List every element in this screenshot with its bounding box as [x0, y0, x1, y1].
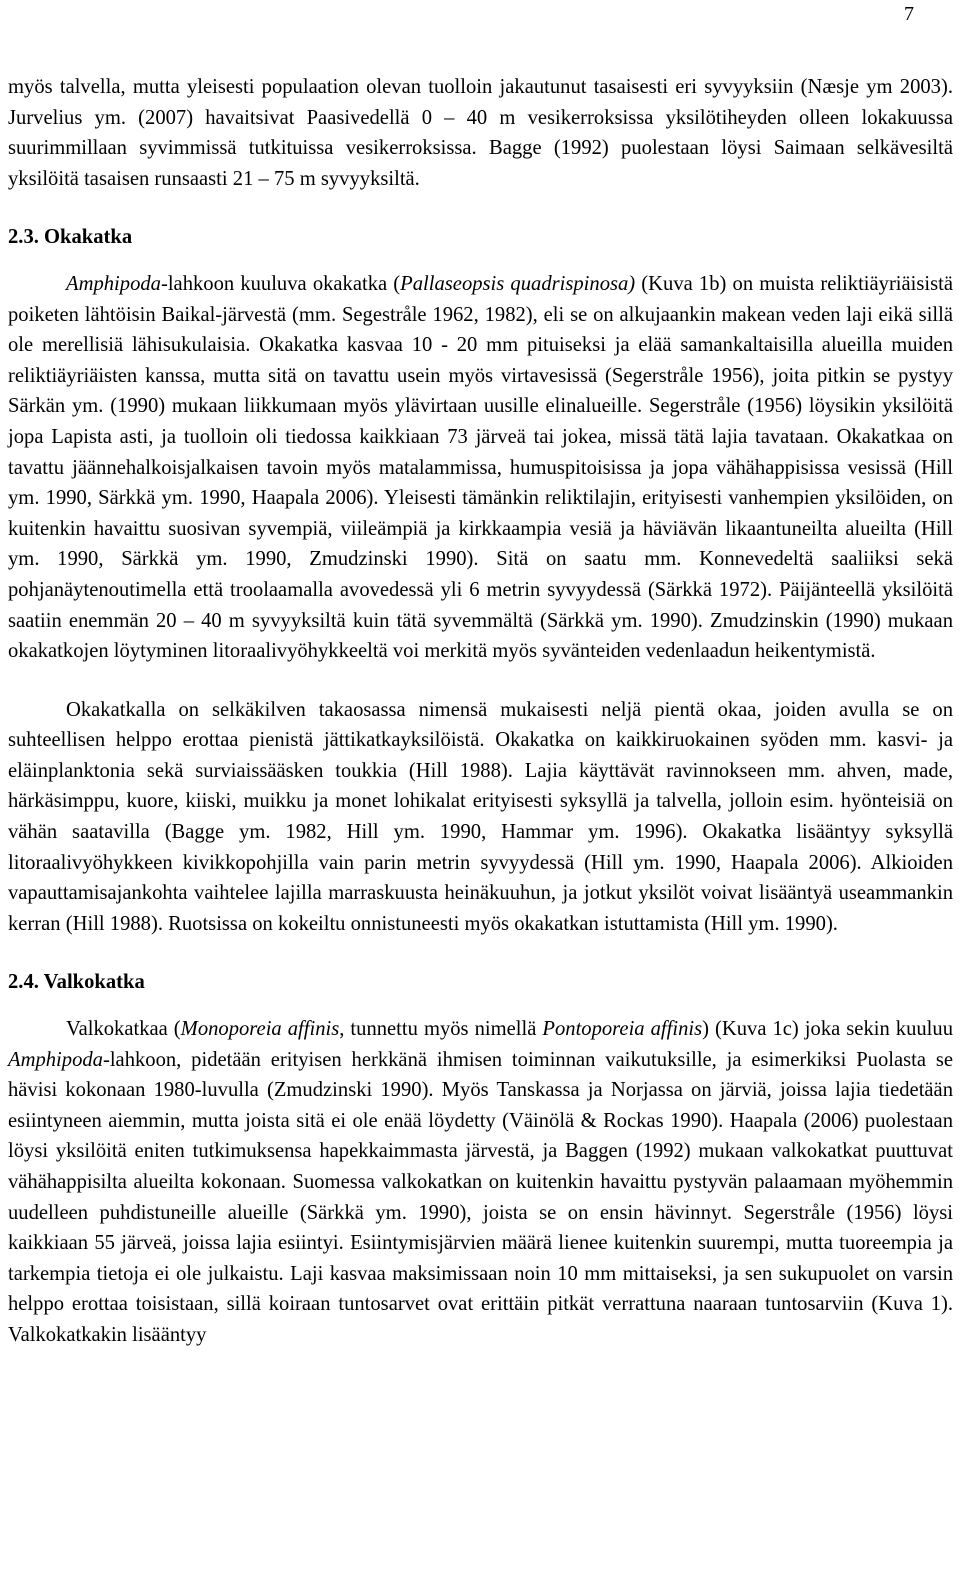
okakatka-paragraph-1: Amphipoda-lahkoon kuuluva okakatka (Pallaseopsis quadrispinosa) (Kuva 1b) on muista reliktiäyriäisistä poiketen lähtöisin Baikal-järvestä (mm. Segestråle 1962, 1982), eli se on alkujaankin makean veden laji eikä sillä ole merellisiä lähisukulaisia. Okakatka kasvaa 10 - 20 mm pituiseksi ja elää samankaltaisilla alueilla muiden reliktiäyriäisten kanssa, mutta sitä on tavattu usein myös virtavesissä (Segerstråle 1956), joita pitkin se pystyy Särkän ym. (1990) mukaan liikkumaan myös ylävirtaan uusille elinalueille. Segerstråle (1956) löysikin yksilöitä jopa Lapista asti, ja tuolloin oli tiedossa kaikkiaan 73 järveä tai jokea, missä tätä lajia tavataan. Okakatkaa on tavattu jäännehalkoisjalkaisen tavoin myös matalammissa, humuspitoisissa ja jopa vähähappisissa vesissä (Hill ym. 1990, Särkkä ym. 1990, Haapala 2006). Yleisesti tämänkin reliktilajin, erityisesti vanhempien yksilöiden, on kuitenkin havaittu suosivan syvempiä, viileämpiä ja kirkkaampia vesiä ja häviävän likaantuneilta alueilta (Hill ym. 1990, Särkkä ym. 1990, Zmudzinski 1990). Sitä on saatu mm. Konnevedeltä saaliiksi sekä pohjanäytenoutimella että troolaamalla avovedessä yli 6 metrin syvyydessä (Särkkä 1972). Päijänteellä yksilöitä saatiin enemmän 20 – 40 m syvyyksiltä kuin tätä syvemmältä (Särkkä ym. 1990). Zmudzinskin (1990) mukaan okakatkojen löytyminen litoraalivyöhykkeeltä voi merkitä myös syvänteiden vedenlaadun heikentymistä.: [8, 272, 954, 663]
section-heading-okakatka: 2.3. Okakatka: [8, 226, 133, 249]
intro-paragraph: myös talvella, mutta yleisesti populaation olevan tuolloin jakautunut tasaisesti eri syvyyksiin (Næsje ym 2003). Jurvelius ym. (2007) havaitsivat Paasivedellä 0 – 40 m vesikerroksissa yksilötiheyden olleen lokakuussa suurimmillaan syvimmissä tutkituissa vesikerroksissa. Bagge (1992) puolestaan löysi Saimaan selkävesiltä yksilöitä tasaisen runsaasti 21 – 75 m syvyyksiltä.: [8, 76, 953, 190]
taxon-amphipoda: Amphipoda: [8, 1048, 103, 1071]
section-heading-valkokatka: 2.4. Valkokatka: [8, 971, 145, 994]
taxon-pontoporeia: Pontoporeia affinis: [542, 1018, 703, 1041]
taxon-monoporeia: Monoporeia affinis: [180, 1018, 340, 1041]
valkokatka-paragraph-1: Valkokatkaa (Monoporeia affinis, tunnettu myös nimellä Pontoporeia affinis) (Kuva 1c) joka sekin kuuluu Amphipoda-lahkoon, pidetään erityisen herkkänä ihmisen toiminnan vaikutuksille, ja esimerkiksi Puolasta se hävisi kokonaan 1980-luvulla (Zmudzinski 1990). Myös Tanskassa ja Norjassa on järviä, joissa lajia tiedetään esiintyneen aiemmin, mutta joista sitä ei ole enää löydetty (Väinölä & Rockas 1990). Haapala (2006) puolestaan löysi yksilöitä eniten tutkimuksensa hapekkaimmasta järvestä, ja Baggen (1992) mukaan valkokatkat puuttuvat vähähappisilta alueilta kokonaan. Suomessa valkokatkan on kuitenkin havaittu pystyvän palaamaan myöhemmin uudelleen puhdistuneille alueille (Särkkä ym. 1990), joista se on ensin hävinnyt. Segerstråle (1956) löysi kaikkiaan 55 järveä, joissa lajia esiintyi. Esiintymisjärvien määrä lienee kuitenkin suurempi, mutta tuoreempia ja tarkempia tietoja ei ole julkaistu. Laji kasvaa maksimissaan noin 10 mm mittaiseksi, ja sen sukupuolet on varsin helppo erottaa toisistaan, sillä koiraan tuntosarvet ovat erittäin pitkät verrattuna naaraan tuntosarviin (Kuva 1). Valkokatkakin lisääntyy: [8, 1018, 953, 1346]
okakatka-paragraph-2: Okakatkalla on selkäkilven takaosassa nimensä mukaisesti neljä pientä okaa, joiden avulla se on suhteellisen helppo erottaa pienistä jättikatkayksilöistä. Okakatka on kaikkiruokainen syöden mm. kasvi- ja eläinplanktonia sekä surviaissääsken toukkia (Hill 1988). Lajia käyttävät ravinnokseen mm. ahven, made, härkäsimppu, kuore, kiiski, muikku ja monet lohikalat erityisesti syksyllä ja talvella, jolloin esim. hyönteisiä on vähän saatavilla (Bagge ym. 1982, Hill ym. 1990, Hammar ym. 1996). Okakatka lisääntyy syksyllä litoraalivyöhykkeen kivikkopohjilla vain parin metrin syvyydessä (Hill ym. 1990, Haapala 2006). Alkioiden vapauttamisajankohta vaihtelee lajilla marraskuusta heinäkuuhun, ja jotkut yksilöt voivat lisääntyä useammankin kerran (Hill 1988). Ruotsissa on kokeiltu onnistuneesti myös okakatkan istuttamista (Hill ym. 1990).: [8, 698, 953, 935]
taxon-amphipoda: Amphipoda: [66, 272, 161, 295]
page-number: 7: [904, 3, 914, 25]
taxon-pallaseopsis: Pallaseopsis quadrispinosa): [400, 272, 636, 295]
document-body: [8, 72, 953, 1351]
